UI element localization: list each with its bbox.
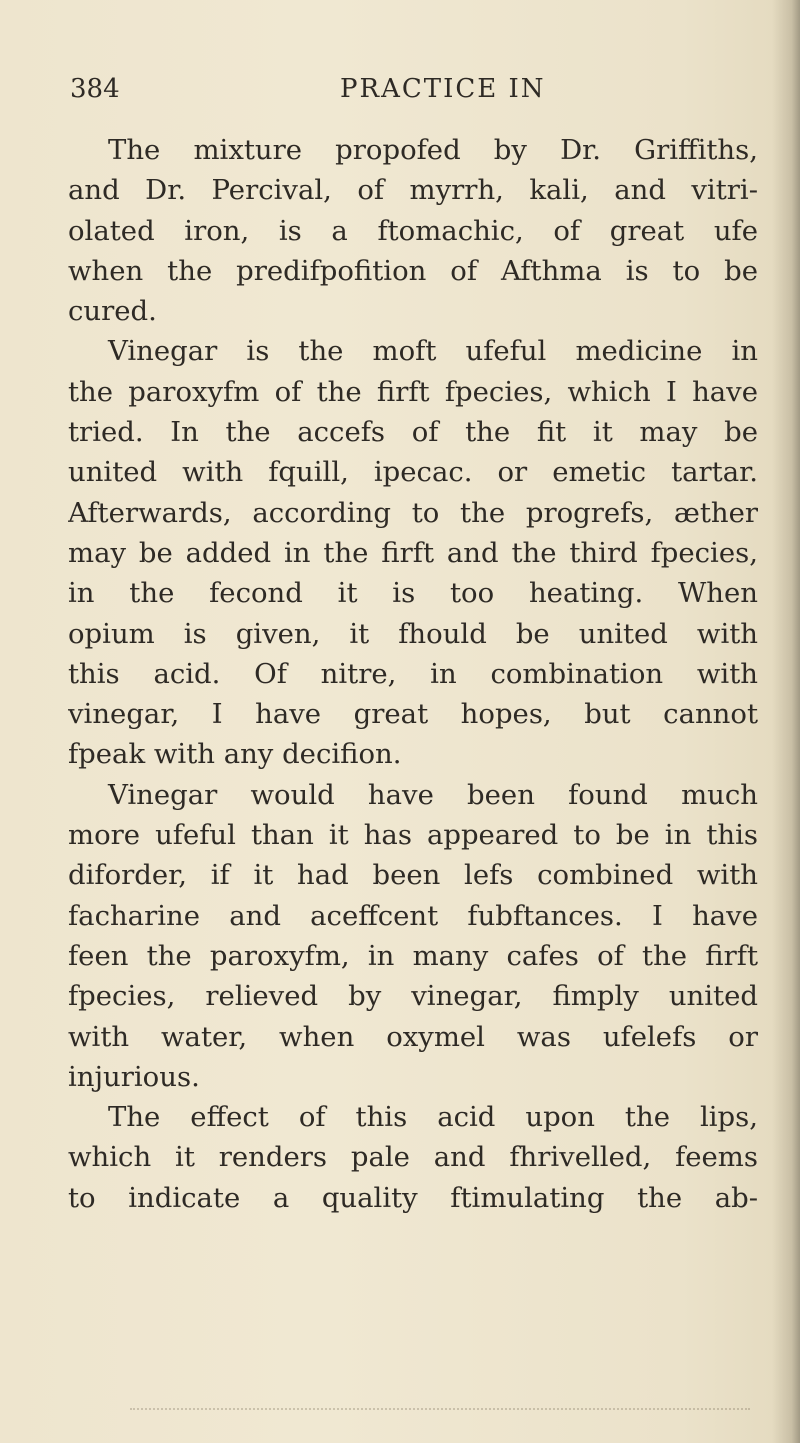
text-line: may be added in the firft and the third fpecies, xyxy=(68,536,758,569)
body-text xyxy=(68,130,758,1218)
page-number: 384 xyxy=(70,74,120,104)
text-line: tried. In the accefs of the fit it may be xyxy=(68,416,758,449)
text-line: facharine and aceffcent fubftances. I have xyxy=(68,899,758,932)
text-line: united with fquill, ipecac. or emetic tartar. xyxy=(68,456,758,489)
text-line: with water, when oxymel was ufelefs or xyxy=(68,1020,758,1053)
text-line: and Dr. Percival, of myrrh, kali, and vitri- xyxy=(68,174,758,207)
text-line: this acid. Of nitre, in combination with xyxy=(68,657,758,690)
page-edge-shadow xyxy=(772,0,800,1443)
text-line: The mixture propofed by Dr. Griffiths, xyxy=(108,134,758,166)
text-line: vinegar, I have great hopes, but cannot xyxy=(68,698,758,731)
text-line: injurious. xyxy=(68,1060,200,1093)
text-line: The effect of this acid upon the lips, xyxy=(108,1101,758,1134)
text-line: to indicate a quality ftimulating the ab- xyxy=(68,1181,758,1214)
text-line: the paroxyfm of the firft fpecies, which I have xyxy=(68,375,758,408)
text-line: fpeak with any decifion. xyxy=(68,738,402,771)
text-line: opium is given, it fhould be united with xyxy=(68,617,758,650)
text-line: which it renders pale and fhrivelled, feems xyxy=(68,1141,758,1174)
text-line: cured. xyxy=(68,295,157,328)
text-line: more ufeful than it has appeared to be in this xyxy=(68,819,758,852)
text-line: fpecies, relieved by vinegar, fimply united xyxy=(68,980,758,1013)
text-line: Vinegar is the moft ufeful medicine in xyxy=(108,335,758,368)
text-line: olated iron, is a ftomachic, of great ufe xyxy=(68,214,758,247)
page-header xyxy=(70,74,730,114)
text-line: Afterwards, according to the progrefs, æther xyxy=(68,496,758,529)
running-head: PRACTICE IN xyxy=(340,74,546,104)
text-line: Vinegar would have been found much xyxy=(108,778,758,811)
text-line: in the fecond it is too heating. When xyxy=(68,577,758,610)
text-line: when the predifpofition of Afthma is to be xyxy=(68,254,758,287)
text-line: feen the paroxyfm, in many cafes of the firft xyxy=(68,939,758,972)
bleed-through-marks xyxy=(130,1390,750,1410)
text-line: diforder, if it had been lefs combined with xyxy=(68,859,758,892)
